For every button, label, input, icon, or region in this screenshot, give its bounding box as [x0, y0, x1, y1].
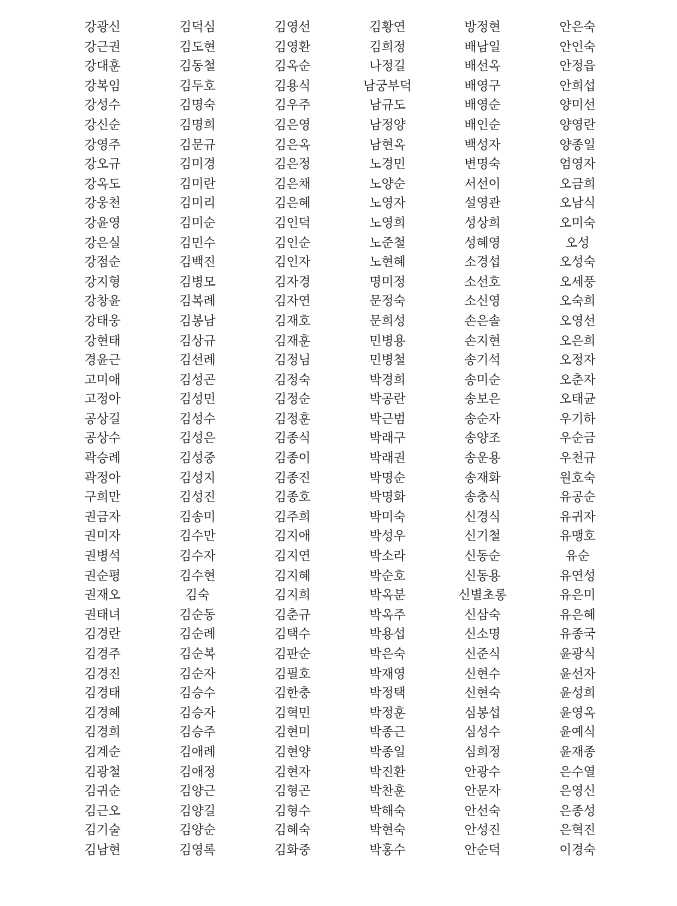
name-entry: 공상길 — [84, 410, 121, 426]
name-entry: 김숙 — [185, 587, 210, 603]
name-entry: 변명숙 — [464, 156, 501, 172]
name-entry: 심희정 — [464, 743, 501, 759]
name-entry: 김영선 — [274, 19, 311, 34]
name-entry: 박해숙 — [369, 802, 406, 818]
name-entry: 오성숙 — [559, 254, 596, 270]
name-entry: 심성수 — [464, 724, 501, 740]
name-entry: 박정훈 — [369, 704, 406, 720]
name-entry: 김봉남 — [179, 312, 216, 328]
name-entry: 김미란 — [179, 175, 216, 191]
name-entry: 김종이 — [274, 450, 311, 466]
name-entry: 강성수 — [84, 97, 121, 113]
name-entry: 김덕심 — [179, 19, 216, 34]
name-entry: 박소라 — [369, 548, 406, 564]
name-entry: 강오규 — [84, 156, 121, 172]
name-entry: 김한충 — [274, 685, 311, 701]
name-entry: 박명화 — [369, 489, 406, 505]
name-entry: 노양순 — [369, 175, 406, 191]
name-entry: 문희성 — [369, 312, 406, 328]
name-entry: 송양조 — [464, 430, 501, 446]
name-entry: 서선이 — [464, 175, 501, 191]
name-entry: 김자연 — [274, 293, 311, 309]
name-column-6 — [530, 17, 625, 860]
name-entry: 우순금 — [559, 430, 596, 446]
name-entry: 김은영 — [274, 116, 311, 132]
name-entry: 손지현 — [464, 332, 501, 348]
name-entry: 이경숙 — [559, 841, 596, 857]
name-entry: 박순호 — [369, 567, 406, 583]
name-entry: 오태균 — [559, 391, 596, 407]
name-entry: 민병용 — [369, 332, 406, 348]
name-entry: 오금희 — [559, 175, 596, 191]
name-column-4 — [340, 17, 435, 860]
name-entry: 강복임 — [84, 77, 121, 93]
name-entry: 송운용 — [464, 450, 501, 466]
name-entry: 김은혜 — [274, 195, 311, 211]
name-entry: 신동용 — [464, 567, 501, 583]
name-entry: 유연성 — [559, 567, 596, 583]
name-entry: 강윤영 — [84, 214, 121, 230]
name-entry: 김두호 — [179, 77, 216, 93]
name-entry: 김화중 — [274, 841, 311, 857]
name-list-grid — [55, 17, 625, 860]
name-entry: 배영순 — [464, 97, 501, 113]
name-entry: 안희섭 — [559, 77, 596, 93]
name-entry: 김명희 — [179, 116, 216, 132]
name-entry: 김주희 — [274, 508, 311, 524]
name-entry: 박래구 — [369, 430, 406, 446]
name-entry: 김종진 — [274, 469, 311, 485]
name-entry: 김애례 — [179, 743, 216, 759]
name-entry: 김황연 — [369, 19, 406, 34]
name-entry: 엄영자 — [559, 156, 596, 172]
name-entry: 김경희 — [84, 724, 121, 740]
name-entry: 유은혜 — [559, 606, 596, 622]
name-entry: 명미정 — [369, 273, 406, 289]
name-entry: 윤영옥 — [559, 704, 596, 720]
name-entry: 강신순 — [84, 116, 121, 132]
name-entry: 원호숙 — [559, 469, 596, 485]
name-entry: 은혁진 — [559, 822, 596, 838]
name-entry: 오은희 — [559, 332, 596, 348]
name-entry: 김경태 — [84, 685, 121, 701]
name-entry: 김영록 — [179, 841, 216, 857]
name-entry: 권순평 — [84, 567, 121, 583]
name-entry: 성상희 — [464, 214, 501, 230]
name-entry: 신소명 — [464, 626, 501, 642]
name-entry: 박종일 — [369, 743, 406, 759]
name-entry: 김민수 — [179, 234, 216, 250]
name-entry: 김지연 — [274, 548, 311, 564]
name-entry: 김광철 — [84, 763, 121, 779]
name-entry: 김현자 — [274, 763, 311, 779]
name-entry: 안선숙 — [464, 802, 501, 818]
name-entry: 배영구 — [464, 77, 501, 93]
name-entry: 신삼숙 — [464, 606, 501, 622]
name-entry: 강태웅 — [84, 312, 121, 328]
name-entry: 김은채 — [274, 175, 311, 191]
name-entry: 방정현 — [464, 19, 501, 34]
name-entry: 안광수 — [464, 763, 501, 779]
name-entry: 박명순 — [369, 469, 406, 485]
name-entry: 남궁부덕 — [363, 77, 412, 93]
name-entry: 김양순 — [179, 822, 216, 838]
name-entry: 유공순 — [559, 489, 596, 505]
name-entry: 김인순 — [274, 234, 311, 250]
name-entry: 김선례 — [179, 352, 216, 368]
name-entry: 설영관 — [464, 195, 501, 211]
name-entry: 김정훈 — [274, 410, 311, 426]
name-entry: 오정자 — [559, 352, 596, 368]
name-entry: 김미리 — [179, 195, 216, 211]
name-entry: 김승수 — [179, 685, 216, 701]
name-entry: 오미숙 — [559, 214, 596, 230]
name-entry: 김성수 — [179, 410, 216, 426]
name-entry: 김판순 — [274, 646, 311, 661]
name-entry: 김형곤 — [274, 783, 311, 799]
name-entry: 김문규 — [179, 136, 216, 152]
name-entry: 송재화 — [464, 469, 501, 485]
name-entry: 김자경 — [274, 273, 311, 289]
name-entry: 박공란 — [369, 391, 406, 407]
name-entry: 김도현 — [179, 38, 216, 54]
name-entry: 김정님 — [274, 352, 311, 368]
name-entry: 박옥분 — [369, 587, 406, 603]
name-entry: 윤성희 — [559, 685, 596, 701]
name-entry: 김경란 — [84, 626, 121, 642]
name-entry: 오영선 — [559, 312, 596, 328]
name-entry: 김춘규 — [274, 606, 311, 622]
name-entry: 김수만 — [179, 528, 216, 544]
name-entry: 김우주 — [274, 97, 311, 113]
name-entry: 권재오 — [84, 587, 121, 603]
name-entry: 김필호 — [274, 665, 311, 681]
name-entry: 심봉섭 — [464, 704, 501, 720]
name-entry: 오세풍 — [559, 273, 596, 289]
name-entry: 김영환 — [274, 38, 311, 54]
name-entry: 민병철 — [369, 352, 406, 368]
name-entry: 김택수 — [274, 626, 311, 642]
name-entry: 신현숙 — [464, 685, 501, 701]
name-entry: 박성우 — [369, 528, 406, 544]
name-entry: 배인순 — [464, 116, 501, 132]
name-entry: 박종근 — [369, 724, 406, 740]
name-entry: 곽승례 — [84, 450, 121, 466]
name-entry: 김종호 — [274, 489, 311, 505]
name-entry: 박진환 — [369, 763, 406, 779]
name-entry: 김수현 — [179, 567, 216, 583]
name-entry: 김귀순 — [84, 783, 121, 799]
name-entry: 박옥주 — [369, 606, 406, 622]
name-entry: 유은미 — [559, 587, 596, 603]
name-entry: 김순동 — [179, 606, 216, 622]
name-entry: 김현미 — [274, 724, 311, 740]
name-entry: 박정택 — [369, 685, 406, 701]
name-entry: 김혜숙 — [274, 822, 311, 838]
name-entry: 신동순 — [464, 548, 501, 564]
name-entry: 김성지 — [179, 469, 216, 485]
name-entry: 박근범 — [369, 410, 406, 426]
name-entry: 김상규 — [179, 332, 216, 348]
name-entry: 김지애 — [274, 528, 311, 544]
name-entry: 김은옥 — [274, 136, 311, 152]
name-entry: 남규도 — [369, 97, 406, 113]
name-entry: 은수열 — [559, 763, 596, 779]
name-entry: 김재호 — [274, 312, 311, 328]
name-entry: 유종국 — [559, 626, 596, 642]
name-column-1 — [55, 17, 150, 860]
name-entry: 경윤근 — [84, 352, 121, 368]
name-entry: 양미선 — [559, 97, 596, 113]
name-entry: 김미경 — [179, 156, 216, 172]
name-entry: 은영신 — [559, 783, 596, 799]
name-entry: 박경희 — [369, 371, 406, 387]
name-entry: 김용식 — [274, 77, 311, 93]
name-entry: 김인덕 — [274, 214, 311, 230]
name-entry: 김형수 — [274, 802, 311, 818]
name-entry: 고정아 — [84, 391, 121, 407]
name-entry: 유순 — [565, 548, 590, 564]
name-entry: 남정양 — [369, 116, 406, 132]
name-entry: 양영란 — [559, 116, 596, 132]
name-entry: 고미애 — [84, 371, 121, 387]
name-entry: 강근권 — [84, 38, 121, 54]
name-entry: 문정숙 — [369, 293, 406, 309]
name-entry: 송기석 — [464, 352, 501, 368]
name-entry: 박용섭 — [369, 626, 406, 642]
name-entry: 송순자 — [464, 410, 501, 426]
name-entry: 김종식 — [274, 430, 311, 446]
name-entry: 우천규 — [559, 450, 596, 466]
name-entry: 박은숙 — [369, 646, 406, 661]
name-entry: 노현혜 — [369, 254, 406, 270]
name-entry: 배선옥 — [464, 58, 501, 74]
name-entry: 공상수 — [84, 430, 121, 446]
name-entry: 유맹호 — [559, 528, 596, 544]
name-entry: 백성자 — [464, 136, 501, 152]
name-entry: 김수자 — [179, 548, 216, 564]
name-entry: 신현수 — [464, 665, 501, 681]
name-entry: 김백진 — [179, 254, 216, 270]
name-entry: 강현태 — [84, 332, 121, 348]
name-entry: 강웅천 — [84, 195, 121, 211]
name-entry: 김성곤 — [179, 371, 216, 387]
name-entry: 김근오 — [84, 802, 121, 818]
name-column-2 — [150, 17, 245, 860]
name-entry: 윤광식 — [559, 646, 596, 661]
name-entry: 송보은 — [464, 391, 501, 407]
name-entry: 오남식 — [559, 195, 596, 211]
name-entry: 유귀자 — [559, 508, 596, 524]
name-entry: 김기술 — [84, 822, 121, 838]
name-column-5 — [435, 17, 530, 860]
name-entry: 김승주 — [179, 724, 216, 740]
name-entry: 윤재종 — [559, 743, 596, 759]
name-entry: 김송미 — [179, 508, 216, 524]
name-entry: 안정읍 — [559, 58, 596, 74]
name-entry: 강영주 — [84, 136, 121, 152]
name-entry: 강창윤 — [84, 293, 121, 309]
name-entry: 권금자 — [84, 508, 121, 524]
name-entry: 김계순 — [84, 743, 121, 759]
name-entry: 박현숙 — [369, 822, 406, 838]
name-entry: 안성진 — [464, 822, 501, 838]
name-entry: 박홍수 — [369, 841, 406, 857]
name-entry: 은종성 — [559, 802, 596, 818]
name-entry: 김성은 — [179, 430, 216, 446]
name-entry: 강은실 — [84, 234, 121, 250]
name-entry: 소선호 — [464, 273, 501, 289]
name-entry: 오성 — [565, 234, 590, 250]
name-column-3 — [245, 17, 340, 860]
name-entry: 송미순 — [464, 371, 501, 387]
name-entry: 박찬훈 — [369, 783, 406, 799]
name-entry: 김지희 — [274, 587, 311, 603]
name-entry: 우기하 — [559, 410, 596, 426]
name-entry: 박재영 — [369, 665, 406, 681]
name-entry: 김병모 — [179, 273, 216, 289]
name-entry: 신기철 — [464, 528, 501, 544]
name-entry: 김희정 — [369, 38, 406, 54]
name-entry: 김애정 — [179, 763, 216, 779]
name-entry: 김옥순 — [274, 58, 311, 74]
name-entry: 김은정 — [274, 156, 311, 172]
name-entry: 김인자 — [274, 254, 311, 270]
name-entry: 노영자 — [369, 195, 406, 211]
name-entry: 강점순 — [84, 254, 121, 270]
name-entry: 김성중 — [179, 450, 216, 466]
name-entry: 구희만 — [84, 489, 121, 505]
name-entry: 남현옥 — [369, 136, 406, 152]
name-entry: 권태녀 — [84, 606, 121, 622]
name-entry: 신준식 — [464, 646, 501, 661]
name-entry: 김성민 — [179, 391, 216, 407]
name-entry: 배남일 — [464, 38, 501, 54]
name-entry: 노경민 — [369, 156, 406, 172]
name-entry: 권미자 — [84, 528, 121, 544]
name-entry: 김경혜 — [84, 704, 121, 720]
name-entry: 김정숙 — [274, 371, 311, 387]
name-entry: 박미숙 — [369, 508, 406, 524]
name-entry: 김지혜 — [274, 567, 311, 583]
name-entry: 김경주 — [84, 646, 121, 661]
name-entry: 강지형 — [84, 273, 121, 289]
name-entry: 노준철 — [369, 234, 406, 250]
name-entry: 김순례 — [179, 626, 216, 642]
name-entry: 김재훈 — [274, 332, 311, 348]
name-entry: 오춘자 — [559, 371, 596, 387]
name-entry: 양종일 — [559, 136, 596, 152]
name-entry: 신별초롱 — [458, 587, 507, 603]
name-entry: 김양근 — [179, 783, 216, 799]
name-entry: 김남현 — [84, 841, 121, 857]
name-entry: 김혁민 — [274, 704, 311, 720]
name-entry: 김정순 — [274, 391, 311, 407]
name-entry: 안인숙 — [559, 38, 596, 54]
name-entry: 권병석 — [84, 548, 121, 564]
name-entry: 김미순 — [179, 214, 216, 230]
name-entry: 강대훈 — [84, 58, 121, 74]
name-entry: 윤선자 — [559, 665, 596, 681]
name-entry: 노영희 — [369, 214, 406, 230]
name-entry: 신경식 — [464, 508, 501, 524]
name-entry: 김양길 — [179, 802, 216, 818]
name-entry: 안순덕 — [464, 841, 501, 857]
name-entry: 김명숙 — [179, 97, 216, 113]
name-entry: 소신영 — [464, 293, 501, 309]
name-entry: 안문자 — [464, 783, 501, 799]
name-entry: 김순복 — [179, 646, 216, 661]
name-entry: 강옥도 — [84, 175, 121, 191]
name-entry: 송충식 — [464, 489, 501, 505]
name-entry: 김복례 — [179, 293, 216, 309]
name-entry: 김동철 — [179, 58, 216, 74]
name-entry: 손은솔 — [464, 312, 501, 328]
name-entry: 김현양 — [274, 743, 311, 759]
name-entry: 나정길 — [369, 58, 406, 74]
name-entry: 김경진 — [84, 665, 121, 681]
name-entry: 김승자 — [179, 704, 216, 720]
name-entry: 소경섭 — [464, 254, 501, 270]
name-entry: 김순자 — [179, 665, 216, 681]
name-entry: 강광신 — [84, 19, 121, 34]
name-entry: 오숙희 — [559, 293, 596, 309]
name-entry: 김성진 — [179, 489, 216, 505]
name-entry: 윤예식 — [559, 724, 596, 740]
name-entry: 박래권 — [369, 450, 406, 466]
name-entry: 곽정아 — [84, 469, 121, 485]
name-entry: 안은숙 — [559, 19, 596, 34]
name-entry: 성혜영 — [464, 234, 501, 250]
